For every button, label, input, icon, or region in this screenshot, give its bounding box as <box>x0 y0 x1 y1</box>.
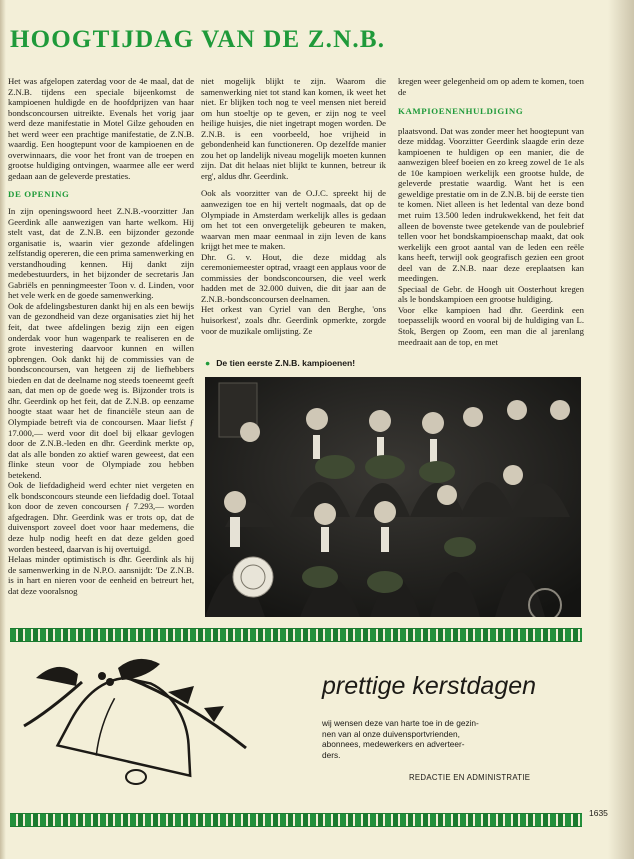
body-paragraph: Ook de afdelingsbesturen dankt hij en als een bewijs van de gezondheid van deze organisaties ziet hij het feit, dat twee afdelingen bezig zijn een eigen onderdak voor hun wagenpark te realiseren en de grote investering daarvoor kunnen en willen opbrengen. Ook dankt hij de commissies van de bondsconcoursen, van hetgeen zij de liefhebbers bieden en dat de deelname nog steeds toeneemt geeft aan, dat men op de goede weg is. Bijzonder trots is dhr. Geerdink op het feit, dat de Z.N.B. op eenzame hoogte staat waar het de financiële steun aan de Olympiade betreft via de concoursen. Maar liefst ƒ 17.000,— werd voor dit doel bij elkaar gevlogen door de Z.N.B.-leden en dhr. Geerdink merkte op, dat als alle bonden zo aktief waren geweest, dat een flinke steun voor de Olympiade zou hebben betekend. <box>8 300 194 480</box>
greeting-line: ders. <box>322 749 341 760</box>
body-paragraph: niet mogelijk blijkt te zijn. Waarom die samenwerking niet tot stand kan komen, ik weet het niet. Er blijken toch nog te veel mensen niet bereid om hun stoeltje op te geven, er zijn nog te veel heilige huisjes, die niet ingetrapt mogen worden. De Z.N.B. is een voorbeeld, hoe vrijheid in gebondenheid kan functioneren. Op dezelfde manier zou het op landelijk niveau mogelijk moeten kunnen zijn. Dat dit helaas niet blijkt te kunnen, betreur ik erg', aldus dhr. Geerdink. <box>201 76 386 181</box>
caption-text: De tien eerste Z.N.B. kampioenen! <box>216 358 356 368</box>
holly-garland-bottom <box>10 813 582 827</box>
group-photo <box>205 377 581 617</box>
column-2 <box>201 76 386 336</box>
column-3 <box>398 76 584 347</box>
body-paragraph: Ook de liefdadigheid werd echter niet vergeten en elk bondsconcours steunde een liefdadig doel. Totaal kon door de zeven concoursen ƒ 7.293,— worden afgedragen. Dhr. Geerdink was er trots op, dat de duivensport zoveel doet voor haar medemens, die deze hulp nodig heeft en dat deze gelden goed worden besteed, daarvan is hij overtuigd. <box>8 480 194 554</box>
article-title: HOOGTIJDAG VAN DE Z.N.B. <box>10 26 386 53</box>
group-photo-illustration <box>205 377 581 617</box>
page-shadow <box>608 0 634 859</box>
body-paragraph: Het orkest van Cyriel van den Berghe, 'ons huisorkest', zoals dhr. Geerdink opmerkte, zorgde voor de muzikale omlijsting. Ze <box>201 304 386 336</box>
photo-caption <box>205 358 355 368</box>
body-paragraph: plaatsvond. Dat was zonder meer het hoogtepunt van deze middag. Voorzitter Geerdink slaagde erin deze kampioenen te huldigen op een manier, die de aanwezigen bleef boeien en zo kreeg zowel de 1e als de 10e kampioen werkelijk een grootse hulde, de geleverde prestatie waardig. Want het is een geweldige prestatie om in de Z.N.B. bij de eerste tien te komen. Niet alleen is het ledental van deze bond met ruim 13.500 leden indrukwekkend, het feit dat alleen de bovenste twee getekende van de poulebrief tellen voor het bondskampioenschap maakt, dat ook werkelijk een groot aantal van de leden een reële kans heeft, terwijl ook geografisch gezien een groot deel van de Z.N.B. naar deze ereplaatsen kan meedingen. <box>398 125 584 284</box>
greeting-line: nen van al onze duivensportvrienden, <box>322 728 460 739</box>
bullet-icon: ● <box>205 358 211 368</box>
body-paragraph: kregen weer gelegenheid om op adem te komen, toen de <box>398 76 584 97</box>
body-paragraph: Dhr. G. v. Hout, die deze middag als ceremoniemeester optrad, vraagt een applaus voor de commissies der bondsconcoursen, die veel werk hadden met de 32.000 duiven, die dit jaar aan de Z.N.B.-bondsconcoursen deelnamen. <box>201 251 387 304</box>
christmas-bell-icon <box>18 652 250 804</box>
greeting-signature: REDACTIE EN ADMINISTRATIE <box>409 773 531 782</box>
body-paragraph: Speciaal de Gebr. de Hoogh uit Oosterhout kregen als le bondskampioen een grootse huldiging. <box>398 283 584 305</box>
christmas-greeting-title: prettige kerstdagen <box>322 672 537 700</box>
body-paragraph: Ook als voorzitter van de O.J.C. spreekt hij de aanwezigen toe en hij vertelt nogmaals, dat op de Olympiade in Amsterdam werkelijk alles is gedaan om het tot een onvergetelijk gebeuren te maken, waarvan men maar eenmaal in zijn leven de kans krijgt het mee te maken. <box>201 188 386 252</box>
subhead-kampioenenhuldiging: KAMPIOENENHULDIGING <box>398 106 524 117</box>
column-1 <box>8 76 194 596</box>
subhead-opening: DE OPENING <box>8 189 70 200</box>
page-number: 1635 <box>589 808 608 818</box>
intro-paragraph: Het was afgelopen zaterdag voor de 4e maal, dat de Z.N.B. tijdens een speciale bijeenkomst de kampioenen huldigde en de hoofdprijzen van haar bondsconcoursen uitreikte. Evenals het vorig jaar werd deze manifestatie in Motel Gilze gehouden en het werd weer een prachtige manifestatie, de Z.N.B. waardig. Een hoogtepunt voor de kampioenen en de overwinnaars, die voor het front van de troepen en grootse huldiging ontvingen, waarmee alle eer werd gedaan aan de geleverde prestaties. <box>8 76 194 181</box>
body-paragraph: Helaas minder optimistisch is dhr. Geerdink als hij de samenwerking in de N.P.O. aansnijdt: 'De Z.N.B. is in hart en nieren voor de eenheid en betreurt het, dat deze vooralsnog <box>8 554 194 596</box>
christmas-greeting-text <box>322 718 550 760</box>
page-edge <box>0 0 6 859</box>
body-paragraph: In zijn openingswoord heet Z.N.B.-voorzitter Jan Geerdink alle aanwezigen van harte welkom. Hij stelt vast, dat de Z.N.B. een bijzonder gezonde organisatie is, waarin vier gezonde afdelingen zelfstandig opereren, die een prima samenwerking en verstandhouding kennen. Hij dankt zijn medebestuurders, in het bijzonder de secretaris Jan Gabriëls en penningmeester Toon v. d. Linden, voor het vele werk en de goede samenwerking. <box>8 206 194 301</box>
greeting-line: wij wensen deze van harte toe in de gezin- <box>322 718 479 728</box>
body-paragraph: Voor elke kampioen had dhr. Geerdink een toepasselijk woord en vooral bij de huldiging van L. Stok, Bergen op Zoom, een man die al jarenlang meedraait aan de top, en met <box>398 304 584 347</box>
holly-garland-top <box>10 628 582 642</box>
greeting-line: abonnees, medewerkers en adverteer- <box>322 739 465 749</box>
